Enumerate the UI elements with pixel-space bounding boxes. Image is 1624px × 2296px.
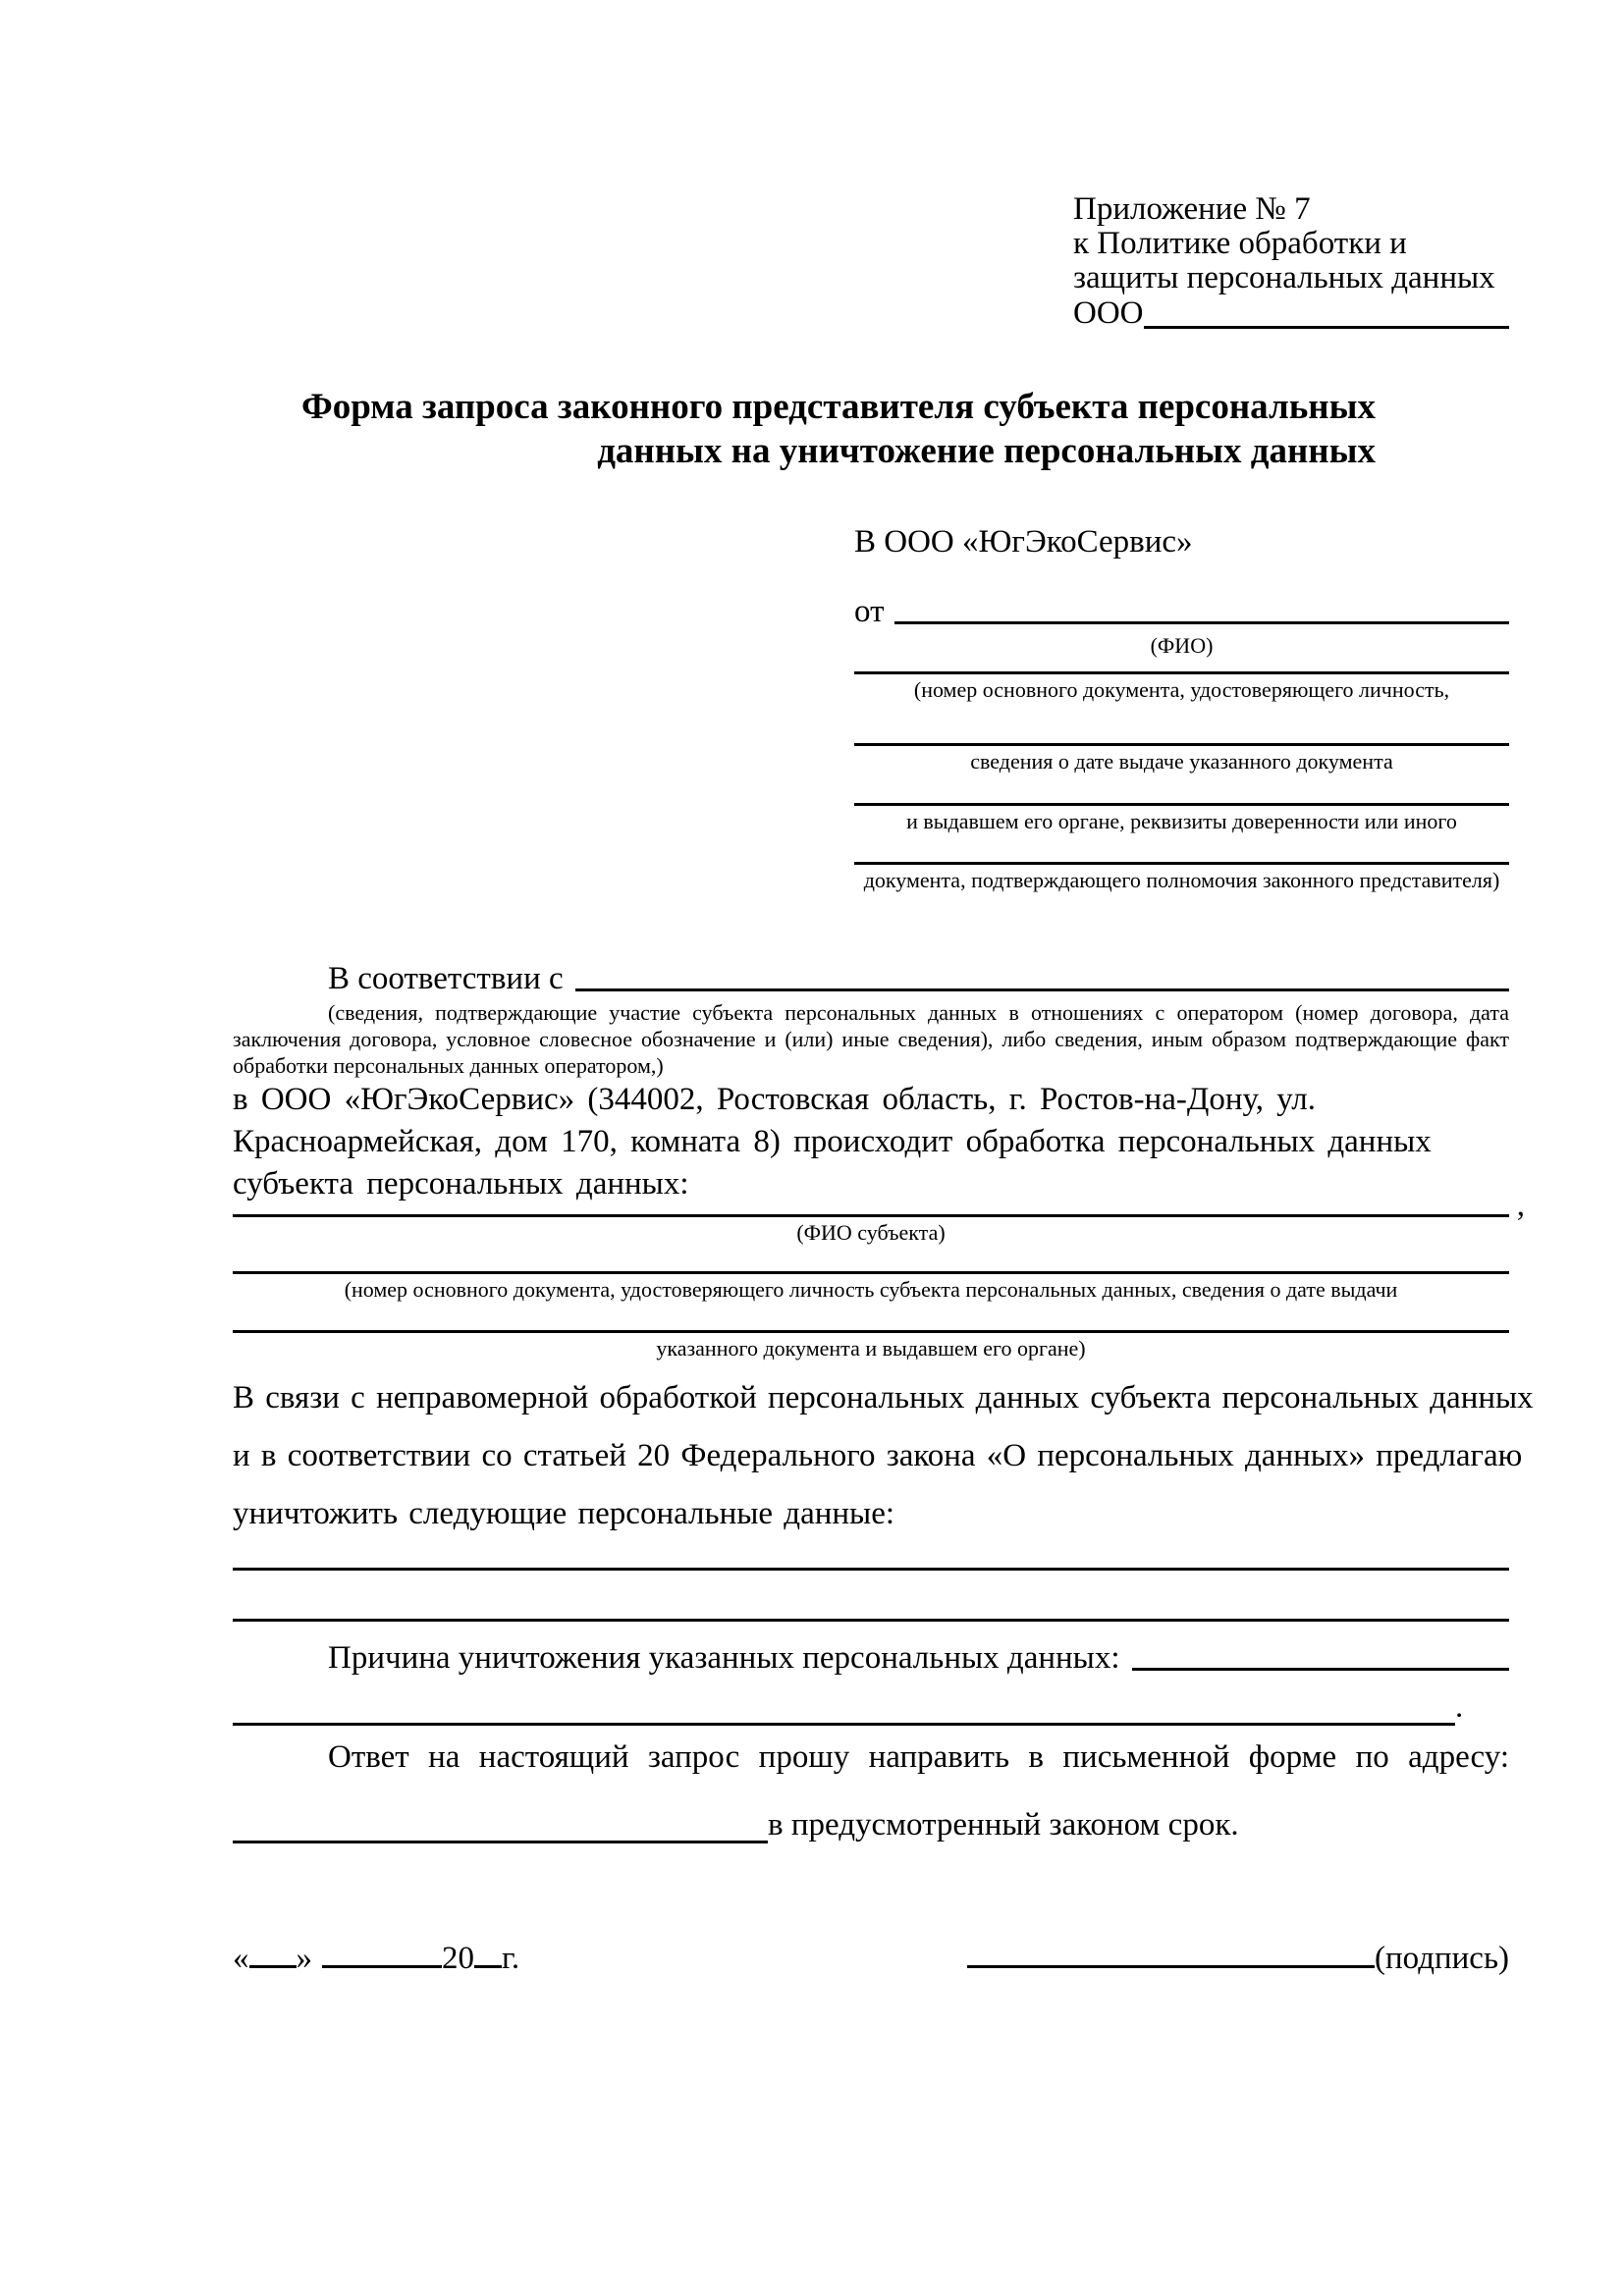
reply-suffix: в предусмотренный законом срок. (768, 1807, 1239, 1842)
reply-address-field[interactable] (233, 1841, 768, 1843)
form-title (241, 385, 1376, 473)
consent-lead: В соответствии с (328, 961, 564, 996)
request-paragraph-line: и в соответствии со статьей 20 Федерального закона «О персональных данных» предлагаю (233, 1438, 1523, 1473)
request-paragraph-line: уничтожить следующие персональные данные: (233, 1496, 895, 1531)
signature-row (233, 1934, 1509, 1977)
period-terminator: . (1455, 1689, 1464, 1725)
subject-fio-field[interactable] (233, 1188, 1525, 1223)
subject-doc-caption-1: (номер основного документа, удостоверяющего личность субъекта персональных данных, сведения о дате выдачи (344, 1277, 1398, 1302)
reason-field-1[interactable] (1132, 1668, 1509, 1671)
addressee-company: В ООО «ЮгЭкоСервис» (854, 524, 1193, 560)
company-prefix: ООО (1073, 295, 1144, 331)
doc-caption-2: сведения о дате выдаче указанного документа (970, 749, 1393, 774)
reply-address-row (233, 1789, 1509, 1843)
data-to-destroy-field-2[interactable] (233, 1571, 1509, 1622)
quote-open: « (233, 1941, 249, 1976)
operator-paragraph-line: Красноармейская, дом 170, комната 8) происходит обработка персональных данных (233, 1124, 1432, 1159)
data-to-destroy-field-1[interactable] (233, 1543, 1509, 1571)
form-title-line: Форма запроса законного представителя субъекта персональных (300, 387, 1376, 427)
year-suffix: г. (502, 1941, 520, 1976)
fio-caption: (ФИО) (1150, 633, 1214, 658)
signature-caption: (подпись) (1375, 1941, 1509, 1976)
date-day-field[interactable] (249, 1965, 297, 1968)
date-month-field[interactable] (322, 1965, 442, 1968)
date-year-field[interactable] (474, 1965, 502, 1968)
consent-note-line: обработки персональных данных оператором,) (233, 1053, 664, 1078)
representative-doc-field-4[interactable] (854, 834, 1509, 865)
representative-doc-field-3[interactable] (854, 774, 1509, 806)
annex-line: к Политике обработки и (1073, 226, 1407, 261)
annex-note (1073, 192, 1509, 331)
reason-row (233, 1622, 1509, 1677)
subject-doc-field-2[interactable] (233, 1303, 1509, 1333)
consent-note-line: заключения договора, условное словесное обозначение и (или) иные сведения), либо сведения, иным образом подтверждающие факт (233, 1027, 1509, 1051)
quote-close: » (296, 1941, 312, 1976)
request-paragraph (233, 1369, 1534, 1543)
consent-note-line: (сведения, подтверждающие участие субъекта персональных данных в отношениях с оператором (номер договора, дата (328, 1000, 1509, 1025)
subject-doc-field-1[interactable] (233, 1246, 1509, 1274)
signature-field[interactable] (967, 1965, 1375, 1968)
form-title-line: данных на уничтожение персональных данных (597, 431, 1376, 471)
comma-terminator: , (1516, 1188, 1525, 1223)
reason-line-2 (233, 1677, 1509, 1726)
representative-fio-field[interactable] (894, 621, 1510, 624)
doc-caption-4: документа, подтверждающего полномочия законного представителя) (863, 868, 1500, 892)
request-paragraph-line: В связи с неправомерной обработкой персональных данных субъекта персональных данных (233, 1380, 1534, 1415)
operator-paragraph-line: в ООО «ЮгЭкоСервис» (344002, Ростовская область, г. Ростов-на-Дону, ул. (233, 1082, 1316, 1117)
subject-fio-caption: (ФИО субъекта) (796, 1220, 946, 1245)
doc-caption-3: и выдавшем его органе, реквизиты доверенности или иного (906, 809, 1457, 833)
annex-line: защиты персональных данных (1073, 260, 1495, 295)
consent-row (233, 954, 1509, 997)
operator-paragraph-line: субъекта персональных данных: (233, 1166, 689, 1201)
representative-doc-field-1[interactable] (854, 659, 1509, 674)
doc-caption-1: (номер основного документа, удостоверяющего личность, (913, 677, 1450, 702)
operator-paragraph (233, 1079, 1509, 1205)
annex-company-row (1073, 295, 1509, 331)
year-prefix: 20 (442, 1941, 474, 1976)
reply-request-line: Ответ на настоящий запрос прошу направить в письменной форме по адресу: (328, 1739, 1509, 1775)
signature-group (967, 1941, 1509, 1977)
representative-doc-field-2[interactable] (854, 703, 1509, 746)
annex-line: Приложение № 7 (1073, 191, 1311, 227)
ooo-name-field[interactable] (1144, 326, 1510, 329)
reason-label: Причина уничтожения указанных персональных данных: (328, 1640, 1120, 1676)
from-label: от (854, 594, 885, 629)
date-group (233, 1941, 519, 1977)
consent-note (233, 999, 1509, 1079)
from-row (854, 587, 1509, 630)
consent-basis-field[interactable] (575, 988, 1509, 991)
subject-doc-caption-2: указанного документа и выдавшем его органе) (656, 1336, 1086, 1361)
addressee-block (854, 522, 1509, 893)
